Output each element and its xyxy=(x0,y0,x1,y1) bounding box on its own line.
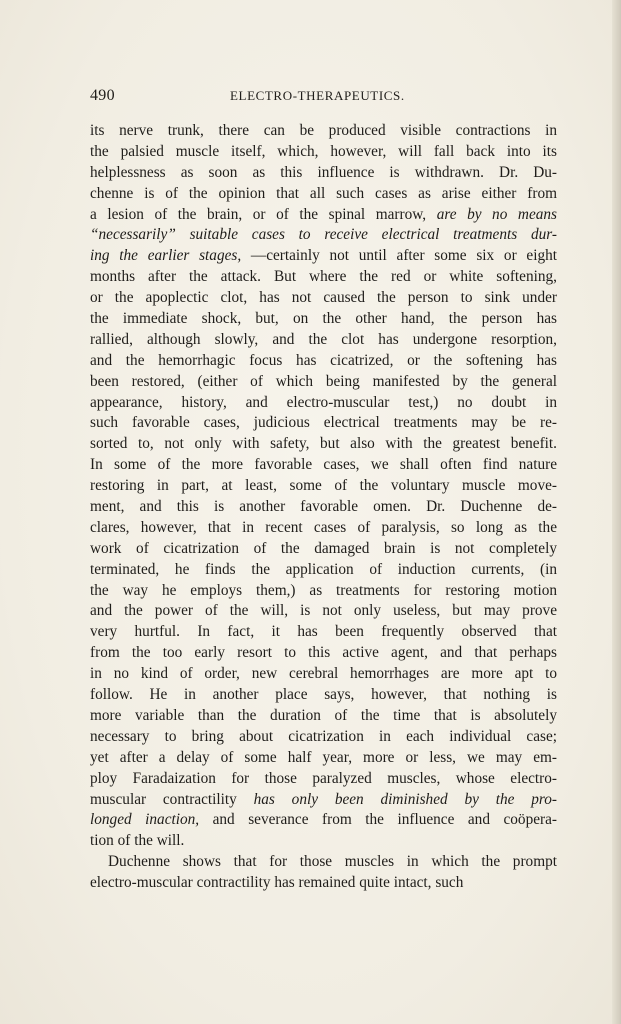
text-line xyxy=(90,727,557,748)
text-line xyxy=(90,643,557,664)
text-line xyxy=(90,790,557,811)
text-segment: work of cicatrization of the damaged brain is not completely xyxy=(90,539,557,557)
text-line xyxy=(90,664,557,685)
text-segment: and the power of the will, is not only useless, but may prove xyxy=(90,602,557,620)
text-line xyxy=(90,852,557,873)
text-segment: a lesion of the brain, or of the spinal marrow, xyxy=(90,205,437,223)
text-line xyxy=(90,225,557,246)
text-line xyxy=(90,810,557,831)
text-segment: Duchenne shows that for those muscles in which the prompt xyxy=(108,853,557,871)
text-line xyxy=(90,121,557,142)
text-segment: and severance from the influence and coöpera- xyxy=(199,811,557,829)
text-line xyxy=(90,330,557,351)
text-segment: rallied, although slowly, and the clot has undergone resorption, xyxy=(90,330,557,348)
text-line xyxy=(90,476,557,497)
text-segment: the palsied muscle itself, which, however, will fall back into its xyxy=(90,142,557,160)
text-segment: such favorable cases, judicious electrical treatments may be re- xyxy=(90,414,557,432)
running-title: ELECTRO-THERAPEUTICS. xyxy=(230,88,405,103)
text-line xyxy=(90,205,557,226)
text-segment: months after the attack. But where the red or white softening, xyxy=(90,268,557,286)
text-line xyxy=(90,769,557,790)
text-segment: terminated, he finds the application of induction currents, (in xyxy=(90,560,557,578)
page-edge-shadow xyxy=(612,0,621,1024)
text-line xyxy=(90,434,557,455)
page-number: 490 xyxy=(90,87,115,104)
text-line xyxy=(90,560,557,581)
text-line xyxy=(90,706,557,727)
text-segment: electro-muscular contractility has remained quite intact, such xyxy=(90,874,464,892)
text-line xyxy=(90,518,557,539)
text-line xyxy=(90,267,557,288)
text-segment: —certainly not until after some six or eight xyxy=(241,247,557,265)
italic-text: “necessarily” suitable cases to receive electrical treatments dur- xyxy=(90,226,557,244)
text-line xyxy=(90,455,557,476)
italic-text: has only been diminished by the pro- xyxy=(253,790,557,808)
text-line xyxy=(90,497,557,518)
text-segment: in no kind of order, new cerebral hemorrhages are more apt to xyxy=(90,665,557,683)
text-segment: muscular contractility xyxy=(90,790,254,808)
text-line xyxy=(90,601,557,622)
text-segment: appearance, history, and electro-muscular test,) no doubt in xyxy=(90,393,557,411)
text-line xyxy=(90,539,557,560)
text-segment: or the apoplectic clot, has not caused the person to sink under xyxy=(90,289,557,307)
text-line xyxy=(90,184,557,205)
text-segment: ment, and this is another favorable omen. Dr. Duchenne de- xyxy=(90,498,557,516)
text-segment: from the too early resort to this active agent, and that perhaps xyxy=(90,644,557,662)
text-line xyxy=(90,142,557,163)
italic-text: ing the earlier stages, xyxy=(90,247,242,265)
text-line xyxy=(90,309,557,330)
text-segment: been restored, (either of which being manifested by the general xyxy=(90,372,557,390)
text-segment: ploy Faradaization for those paralyzed muscles, whose electro- xyxy=(90,769,557,787)
italic-text: are by no means xyxy=(436,205,557,223)
text-segment: the immediate shock, but, on the other hand, the person has xyxy=(90,310,557,328)
body-text xyxy=(90,121,557,894)
text-line xyxy=(90,873,557,894)
text-line xyxy=(90,622,557,643)
text-line xyxy=(90,685,557,706)
text-line xyxy=(90,393,557,414)
text-segment: chenne is of the opinion that all such cases as arise either from xyxy=(90,184,557,202)
text-line xyxy=(90,288,557,309)
text-line xyxy=(90,581,557,602)
text-line xyxy=(90,246,557,267)
text-line xyxy=(90,413,557,434)
text-segment: follow. He in another place says, however, that nothing is xyxy=(90,686,557,704)
text-segment: sorted to, not only with safety, but also with the greatest benefit. xyxy=(90,435,557,453)
italic-text: longed inaction, xyxy=(90,811,200,829)
text-line xyxy=(90,831,557,852)
text-segment: its nerve trunk, there can be produced visible contractions in xyxy=(90,122,557,139)
text-line xyxy=(90,748,557,769)
text-segment: and the hemorrhagic focus has cicatrized, or the softening has xyxy=(90,351,557,369)
text-segment: restoring in part, at least, some of the voluntary muscle move- xyxy=(90,477,557,495)
text-segment: necessary to bring about cicatrization in each individual case; xyxy=(90,727,557,745)
text-segment: very hurtful. In fact, it has been frequently observed that xyxy=(90,623,557,641)
text-line xyxy=(90,163,557,184)
text-segment: more variable than the duration of the time that is absolutely xyxy=(90,706,557,724)
text-line xyxy=(90,351,557,372)
text-segment: yet after a delay of some half year, more or less, we may em- xyxy=(90,748,557,766)
text-segment: In some of the more favorable cases, we shall often find nature xyxy=(90,456,557,474)
running-head xyxy=(90,86,560,106)
text-line xyxy=(90,372,557,393)
text-segment: tion of the will. xyxy=(90,832,185,850)
text-segment: the way he employs them,) as treatments for restoring motion xyxy=(90,581,557,599)
text-segment: helplessness as soon as this influence is withdrawn. Dr. Du- xyxy=(90,163,557,181)
text-segment: clares, however, that in recent cases of paralysis, so long as the xyxy=(90,518,557,536)
